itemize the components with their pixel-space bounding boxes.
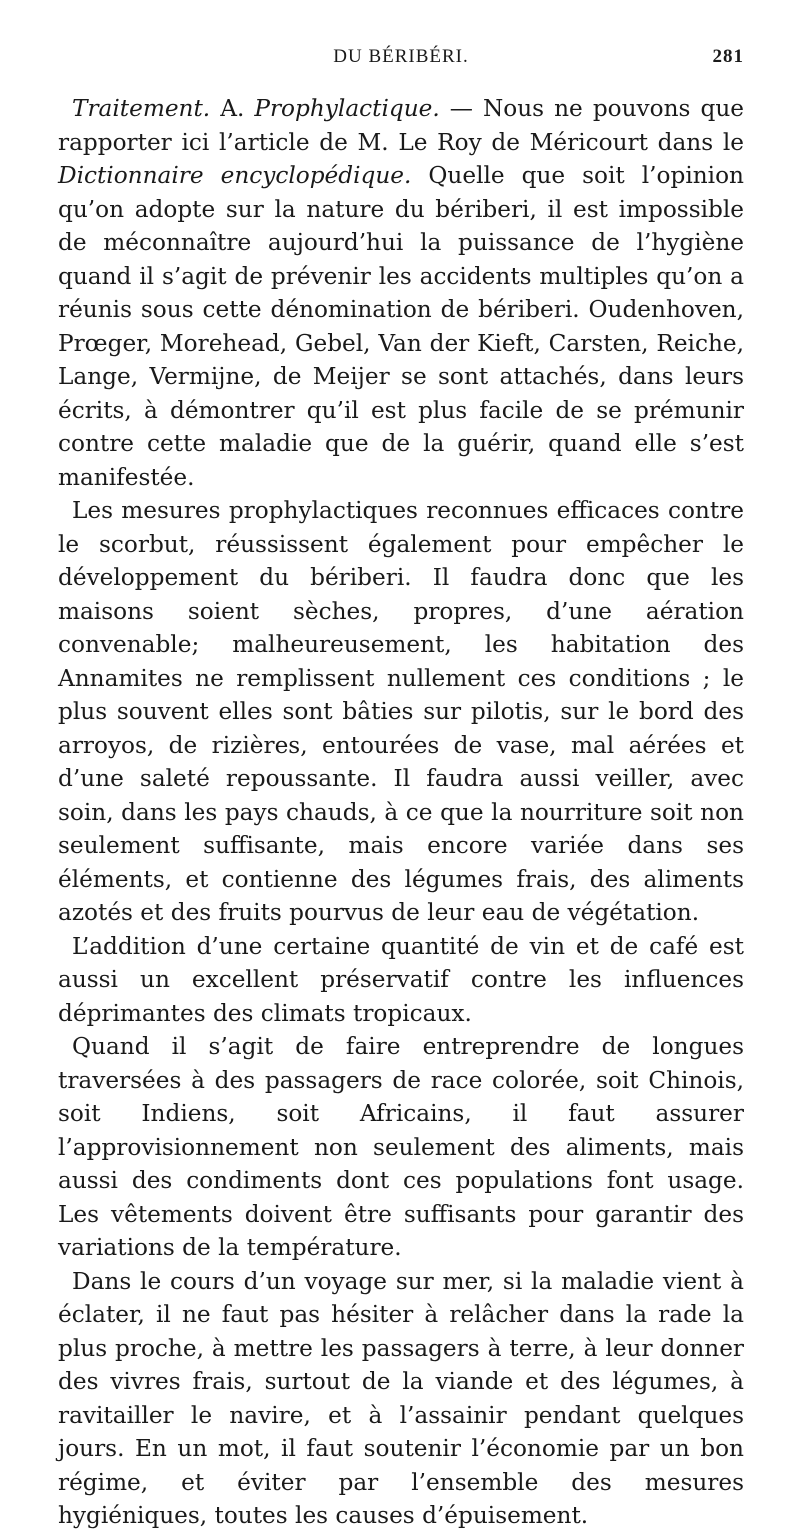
body-text [58, 92, 744, 1533]
paragraph-3: L’addition d’une certaine quantité de vin et de café est aussi un excellent préservatif contre les influences déprimantes des climats tropicaux. [58, 932, 744, 1027]
paragraph-1-text-b: Quelle que soit l’opinion qu’on adopte sur la nature du bériberi, il est impossible de méconnaître aujourd’hui la puissance de l’hygiène quand il s’agit de prévenir les accidents multiples qu’on a réunis sous cette dénomination de bériberi. Oudenhoven, Prœger, Morehead, Gebel, Van der Kieft, Carsten, Reiche, Lange, Vermijne, de Meijer se sont attachés, dans leurs écrits, à démontrer qu’il est plus facile de se prémunir contre cette maladie que de la guérir, quand elle s’est manifestée. [58, 162, 744, 491]
cited-work: Dictionnaire encyclopédique. [58, 162, 412, 189]
section-heading: Traitement. [72, 95, 211, 122]
paragraph-1-text-a: — Nous ne pouvons que rapporter ici l’article de M. Le Roy de Méricourt dans le [58, 95, 744, 156]
subsection-heading: Prophylactique. [254, 95, 440, 122]
page-number: 281 [712, 46, 744, 67]
running-title: DU BÉRIBÉRI. [333, 46, 469, 67]
paragraph-5: Dans le cours d’un voyage sur mer, si la maladie vient à éclater, il ne faut pas hésiter à relâcher dans la rade la plus proche, à mettre les passagers à terre, à leur donner des vivres frais, surtout de la viande et des légumes, à ravitailler le navire, et à l’assainir pendant quelques jours. En un mot, il faut soutenir l’économie par un bon régime, et éviter par l’ensemble des mesures hygiéniques, toutes les causes d’épuisement. [58, 1267, 744, 1529]
paragraph-4: Quand il s’agit de faire entreprendre de longues traversées à des passagers de race colorée, soit Chinois, soit Indiens, soit Africains, il faut assurer l’approvisionnement non seulement des aliments, mais aussi des condiments dont ces populations font usage. Les vêtements doivent être suffisants pour garantir des variations de la température. [58, 1033, 744, 1261]
book-page [58, 46, 744, 1533]
section-letter: A. [210, 95, 255, 122]
paragraph-1 [58, 92, 744, 494]
running-header [58, 46, 744, 76]
paragraph-2: Les mesures prophylactiques reconnues efficaces contre le scorbut, réussissent également pour empêcher le développement du bériberi. Il faudra donc que les maisons soient sèches, propres, d’une aération convenable; malheureusement, les habitation des Annamites ne remplissent nullement ces conditions ; le plus souvent elles sont bâties sur pilotis, sur le bord des arroyos, de rizières, entourées de vase, mal aérées et d’une saleté repoussante. Il faudra aussi veiller, avec soin, dans les pays chauds, à ce que la nourriture soit non seulement suffisante, mais encore variée dans ses éléments, et contienne des légumes frais, des aliments azotés et des fruits pourvus de leur eau de végétation. [58, 497, 744, 926]
